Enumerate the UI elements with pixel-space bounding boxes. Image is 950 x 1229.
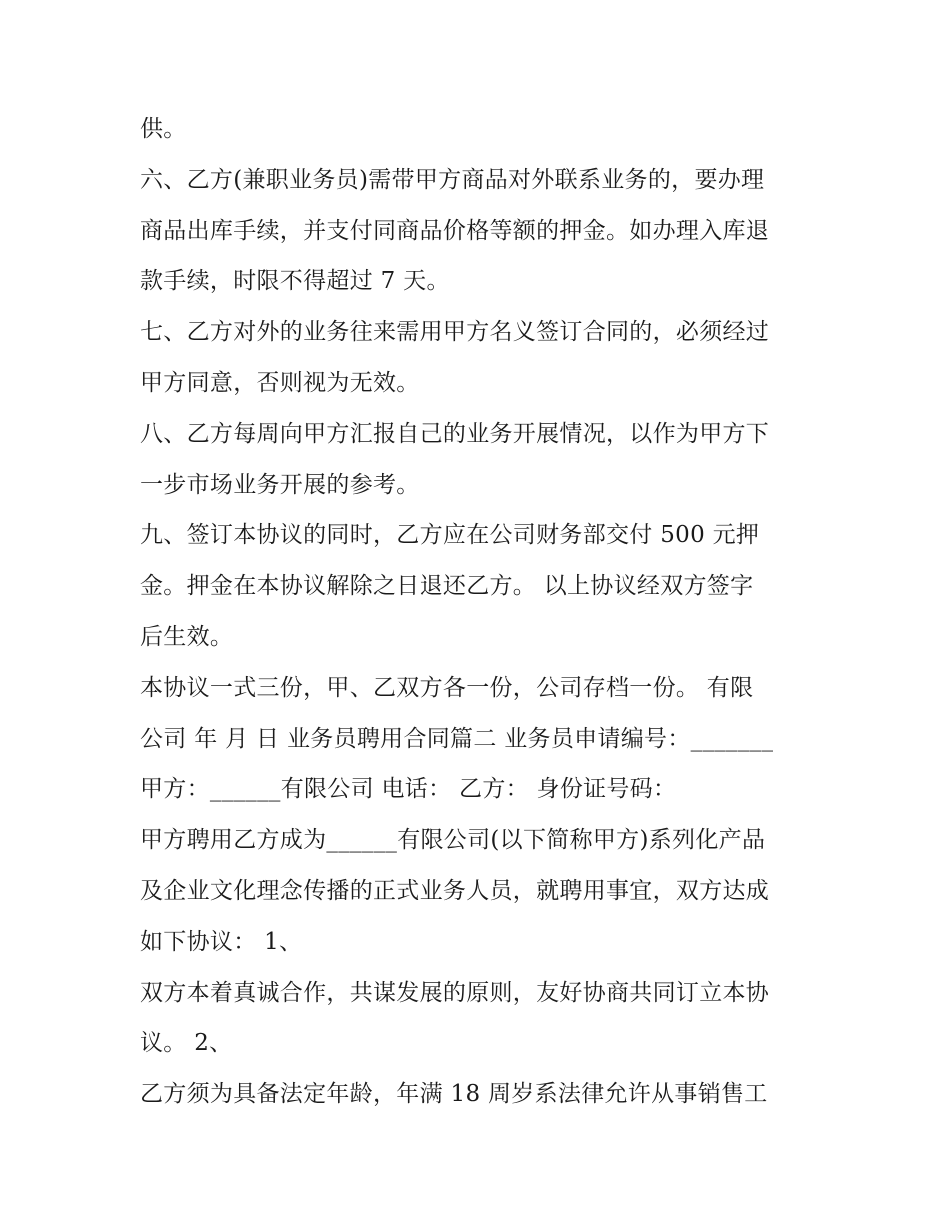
text-line: 及企业文化理念传播的正式业务人员，就聘用事宜，双方达成 <box>140 877 770 904</box>
text-line: 甲方同意，否则视为无效。 <box>140 369 420 396</box>
text-line: 供。 <box>140 116 187 142</box>
text-line: 七、乙方对外的业务往来需用甲方名义签订合同的，必须经过 <box>140 319 770 346</box>
text-line: 甲方聘用乙方成为______有限公司(以下简称甲方)系列化产品 <box>140 827 766 854</box>
text-line: 双方本着真诚合作，共谋发展的原则，友好协商共同订立本协 <box>140 979 770 1006</box>
text-line: 公司 年 月 日 业务员聘用合同篇二 业务员申请编号：_______ <box>140 725 774 752</box>
document-body <box>140 104 820 1120</box>
text-line: 议。 2、 <box>140 1030 233 1057</box>
text-line: 后生效。 <box>140 623 234 650</box>
text-line: 如下协议： 1、 <box>140 928 303 955</box>
text-line: 商品出库手续，并支付同商品价格等额的押金。如办理入库退 <box>140 217 770 244</box>
text-line: 金。押金在本协议解除之日退还乙方。 以上协议经双方签字 <box>140 573 754 600</box>
text-line: 九、签订本协议的同时，乙方应在公司财务部交付 500 元押 <box>140 522 760 549</box>
text-line: 八、乙方每周向甲方汇报自己的业务开展情况，以作为甲方下 <box>140 420 770 447</box>
text-line: 款手续，时限不得超过 7 天。 <box>140 268 450 295</box>
text-line: 乙方须为具备法定年龄，年满 18 周岁系法律允许从事销售工 <box>140 1081 768 1108</box>
text-line: 一步市场业务开展的参考。 <box>140 471 420 498</box>
text-line: 甲方：______有限公司 电话： 乙方： 身份证号码： <box>140 776 677 803</box>
text-line: 本协议一式三份，甲、乙双方各一份，公司存档一份。 有限 <box>140 674 754 701</box>
text-line: 六、乙方(兼职业务员)需带甲方商品对外联系业务的，要办理 <box>140 166 765 193</box>
